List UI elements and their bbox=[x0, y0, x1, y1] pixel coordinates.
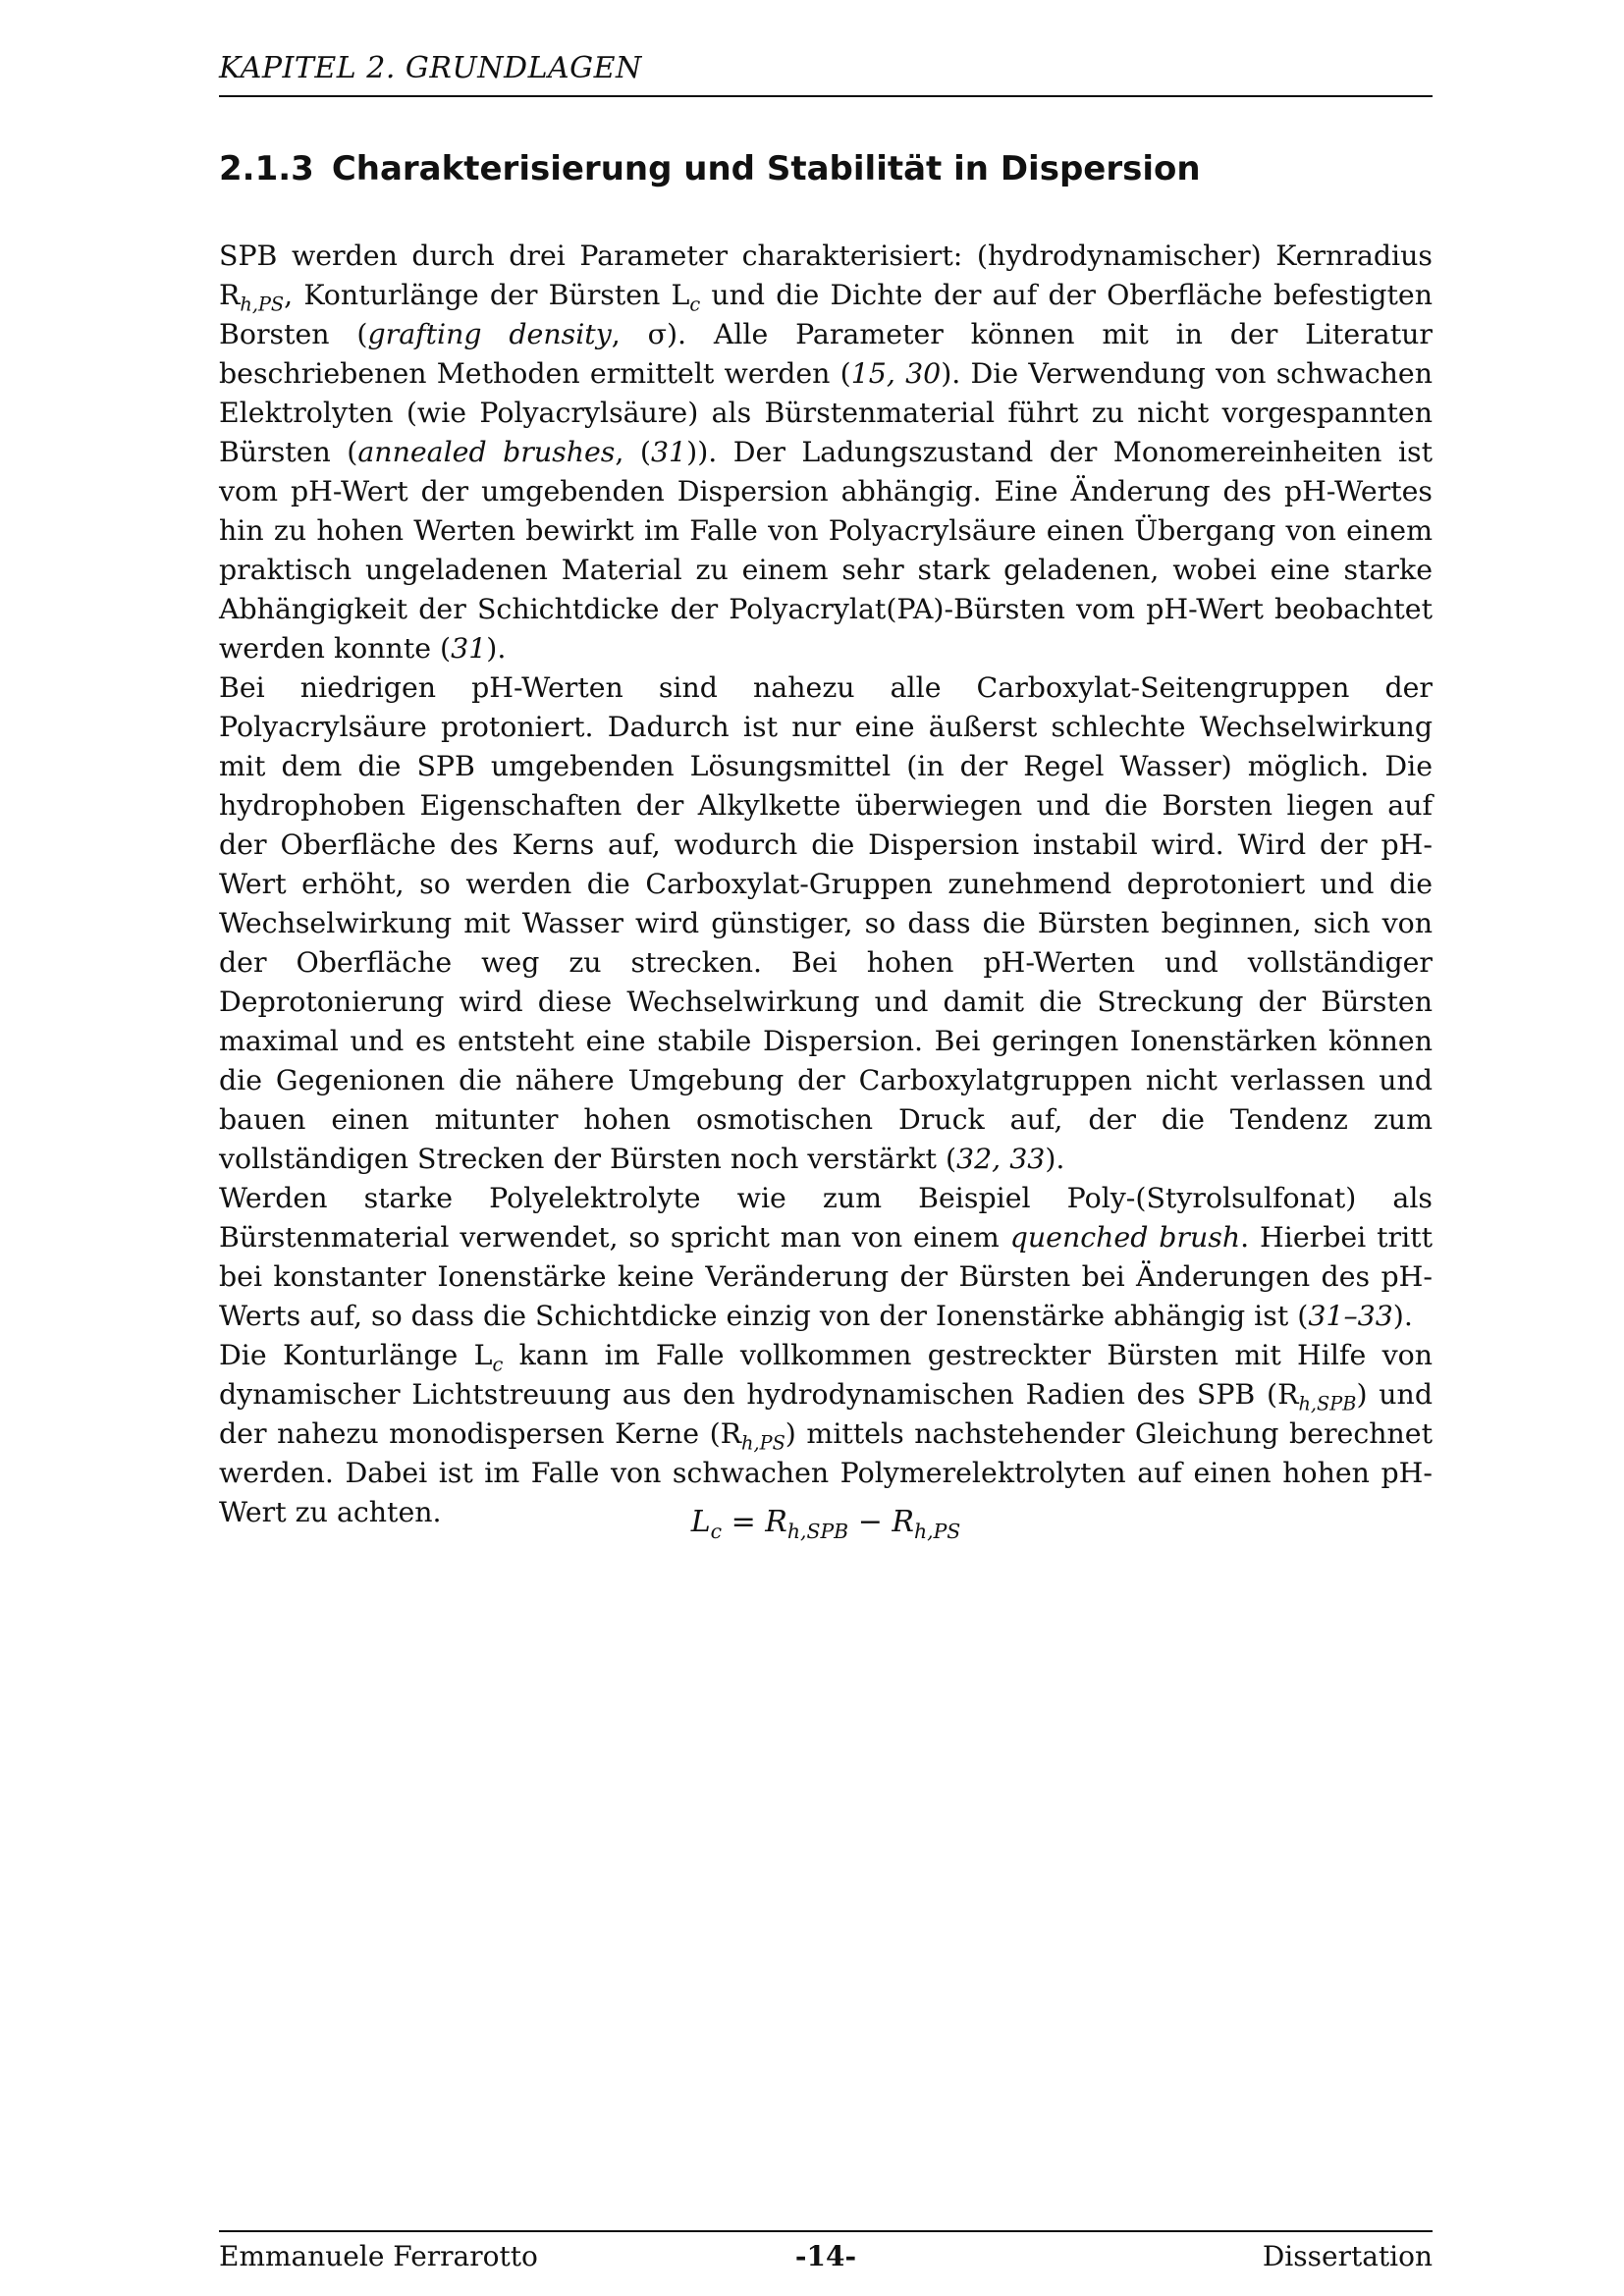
text-run: ). bbox=[1045, 1143, 1065, 1175]
text-run: und die Dichte der auf der Oberfläche befestigten Borsten ( bbox=[219, 279, 1434, 350]
subscript: h,PS bbox=[741, 1431, 785, 1455]
citation: 31 bbox=[451, 632, 487, 665]
paragraph-1 bbox=[219, 237, 1433, 668]
text-run: . Hierbei tritt bei konstanter Ionenstärke keine Veränderung der Bürsten bei Änderungen des pH-Werts auf, so dass die Schichtdicke einzig von der Ionenstärke abhängig ist ( bbox=[219, 1221, 1433, 1332]
text-run: ). bbox=[1392, 1300, 1413, 1332]
text-run: ). Die Verwendung von schwachen Elektrolyten (wie Polyacrylsäure) als Bürstenmaterial führt zu nicht vorgespannten Bürsten ( bbox=[219, 357, 1433, 468]
text-run: ) und der nahezu monodispersen Kerne (R bbox=[219, 1378, 1433, 1450]
subscript: c bbox=[492, 1353, 504, 1376]
eq-operator: − bbox=[848, 1505, 893, 1539]
eq-subscript: h,SPB bbox=[786, 1520, 849, 1543]
eq-operator: = bbox=[722, 1505, 766, 1539]
equation bbox=[219, 1505, 1433, 1543]
text-run: , ( bbox=[615, 436, 651, 468]
paragraph-4 bbox=[219, 1336, 1433, 1532]
page-footer bbox=[219, 2240, 1433, 2279]
text-run: , Konturlänge der Bürsten L bbox=[284, 279, 690, 311]
footer-doc-type: Dissertation bbox=[1262, 2240, 1433, 2272]
text-run: )). Der Ladungszustand der Monomereinheiten ist vom pH-Wert der umgebenden Dispersion abhängig. Eine Änderung des pH-Wertes hin zu hohen Werten bewirkt im Falle von Polyacrylsäure einen Übergang von einem praktisch ungeladenen Material zu einem sehr stark geladenen, wobei eine starke Abhängigkeit der Schichtdicke der Polyacrylat(PA)-Bürsten vom pH-Wert beobachtet werden konnte ( bbox=[219, 436, 1434, 665]
eq-symbol: R bbox=[892, 1505, 914, 1539]
text-run: Werden starke Polyelektrolyte wie zum Beispiel Poly-(Styrolsulfonat) als Bürstenmaterial verwendet, so spricht man von einem bbox=[219, 1182, 1433, 1254]
section-number: 2.1.3 bbox=[219, 149, 314, 188]
citation: 31 bbox=[650, 436, 687, 468]
citation: 15, 30 bbox=[850, 357, 942, 390]
paragraph-3 bbox=[219, 1179, 1433, 1336]
text-run: Bei niedrigen pH-Werten sind nahezu alle Carboxylat-Seitengruppen der Polyacrylsäure protoniert. Dadurch ist nur eine äußerst schlechte Wechselwirkung mit dem die SPB umgebenden Lösungsmittel (in der Regel Wasser) möglich. Die hydrophoben Eigenschaften der Alkylkette überwiegen und die Borsten liegen auf der Oberfläche des Kerns auf, wodurch die Dispersion instabil wird. Wird der pH-Wert erhöht, so werden die Carboxylat-Gruppen zunehmend deprotoniert und die Wechselwirkung mit Wasser wird günstiger, so dass die Bürsten beginnen, sich von der Oberfläche weg zu strecken. Bei hohen pH-Werten und vollständiger Deprotonierung wird diese Wechselwirkung und damit die Streckung der Bürsten maximal und es entsteht eine stabile Dispersion. Bei geringen Ionenstärken können die Gegenionen die nähere Umgebung der Carboxylatgruppen nicht verlassen und bauen einen mitunter hohen osmotischen Druck auf, der die Tendenz zum vollständigen Strecken der Bürsten noch verstärkt ( bbox=[219, 671, 1433, 1175]
text-run: kann im Falle vollkommen gestreckter Bürsten mit Hilfe von dynamischer Lichtstreuung aus den hydrodynamischen Radien des SPB (R bbox=[219, 1339, 1434, 1411]
eq-subscript: h,PS bbox=[913, 1520, 961, 1543]
eq-symbol: L bbox=[690, 1505, 711, 1539]
emphasis: annealed brushes bbox=[357, 436, 616, 468]
header-rule bbox=[219, 95, 1433, 97]
citation: 31–33 bbox=[1308, 1300, 1393, 1332]
paragraph-2 bbox=[219, 668, 1433, 1179]
text-run: ) mittels nachstehender Gleichung berechnet werden. Dabei ist im Falle von schwachen Polymerelektrolyten auf einen hohen pH-Wert zu achten. bbox=[219, 1417, 1433, 1528]
subscript: h,PS bbox=[240, 293, 285, 316]
eq-symbol: R bbox=[765, 1505, 787, 1539]
text-run: , σ). Alle Parameter können mit in der Literatur beschriebenen Methoden ermittelt werden ( bbox=[219, 318, 1433, 390]
footer-rule bbox=[219, 2230, 1433, 2232]
citation: 32, 33 bbox=[956, 1143, 1046, 1175]
section-title: Charakterisierung und Stabilität in Dispersion bbox=[331, 149, 1201, 188]
footer-author: Emmanuele Ferrarotto bbox=[219, 2240, 538, 2272]
page-number: -14- bbox=[794, 2240, 857, 2272]
text-run: Die Konturlänge L bbox=[219, 1339, 493, 1371]
subscript: c bbox=[689, 293, 701, 316]
emphasis: grafting density bbox=[367, 318, 612, 350]
body-text bbox=[219, 237, 1433, 1532]
text-run: SPB werden durch drei Parameter charakterisiert: (hydrodynamischer) Kernradius R bbox=[219, 240, 1433, 311]
running-head: KAPITEL 2. GRUNDLAGEN bbox=[219, 51, 642, 85]
emphasis: quenched brush bbox=[1009, 1221, 1241, 1254]
section-heading bbox=[219, 149, 1433, 188]
eq-subscript: c bbox=[710, 1520, 723, 1543]
text-run: ). bbox=[486, 632, 507, 665]
subscript: h,SPB bbox=[1298, 1392, 1357, 1415]
